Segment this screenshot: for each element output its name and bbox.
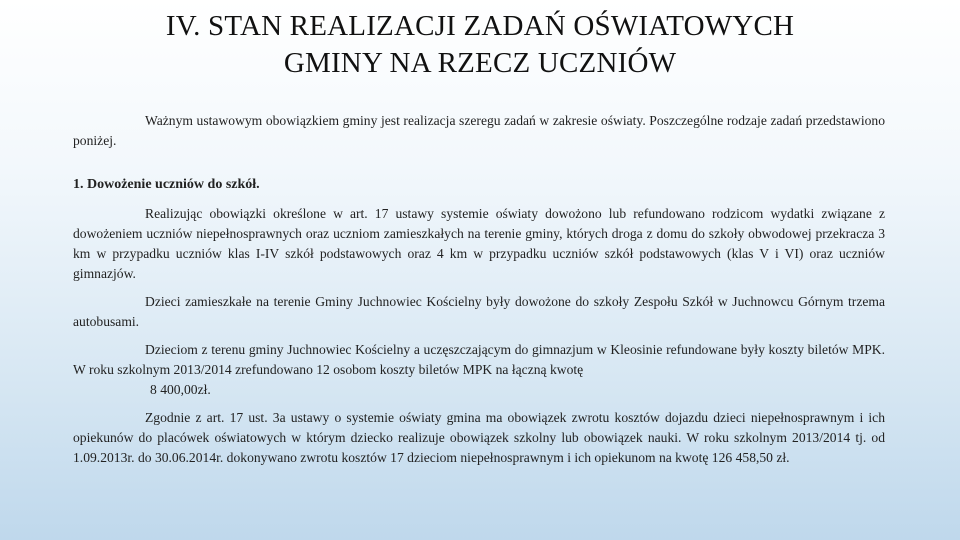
title-line-2: GMINY NA RZECZ UCZNIÓW (283, 47, 677, 79)
ticket-refund-text: Dzieciom z terenu gminy Juchnowiec Kościelny a uczęszczającym do gimnazjum w Kleosinie refundowane były koszty biletów MPK. W roku szkolnym 2013/2014 zrefundowano 12 osobom koszty biletów MPK na łączną kwotę (73, 342, 885, 377)
ticket-refund-amount: 8 400,00zł. (150, 382, 211, 397)
title-line-1: IV. STAN REALIZACJI ZADAŃ OŚWIATOWYCH (165, 10, 795, 42)
ticket-refund-paragraph (73, 340, 885, 400)
slide-body (73, 111, 885, 468)
transport-paragraph: Realizując obowiązki określone w art. 17 ustawy systemie oświaty dowożono lub refundowano rodzicom wydatki związane z dowożeniem uczniów niepełnosprawnych oraz uczniom zamieszkałych na terenie gminy, których droga z domu do szkoły obwodowej przekracza 3 km w przypadku uczniów klas I-IV szkół podstawowych oraz 4 km w przypadku uczniów szkół podstawowych (klas V i VI) oraz uczniów gimnazjów. (73, 206, 885, 281)
section-heading: 1. Dowożenie uczniów do szkół. (73, 177, 260, 192)
disabled-refund-paragraph: Zgodnie z art. 17 ust. 3a ustawy o systemie oświaty gmina ma obowiązek zwrotu kosztów dojazdu dzieci niepełnosprawnym i ich opiekunów do placówek oświatowych w którym dziecko realizuje obowiązek szkolny lub obowiązek nauki. W roku szkolnym 2013/2014 tj. od 1.09.2013r. do 30.06.2014r. dokonywano zwrotu kosztów 17 dzieciom niepełnosprawnym i ich opiekunom na kwotę 126 458,50 zł. (73, 410, 885, 465)
slide-title (60, 8, 900, 82)
intro-paragraph: Ważnym ustawowym obowiązkiem gminy jest realizacja szeregu zadań w zakresie oświaty. Poszczególne rodzaje zadań przedstawiono poniżej. (73, 113, 885, 148)
bus-paragraph: Dzieci zamieszkałe na terenie Gminy Juchnowiec Kościelny były dowożone do szkoły Zespołu Szkół w Juchnowcu Górnym trzema autobusami. (73, 294, 885, 329)
